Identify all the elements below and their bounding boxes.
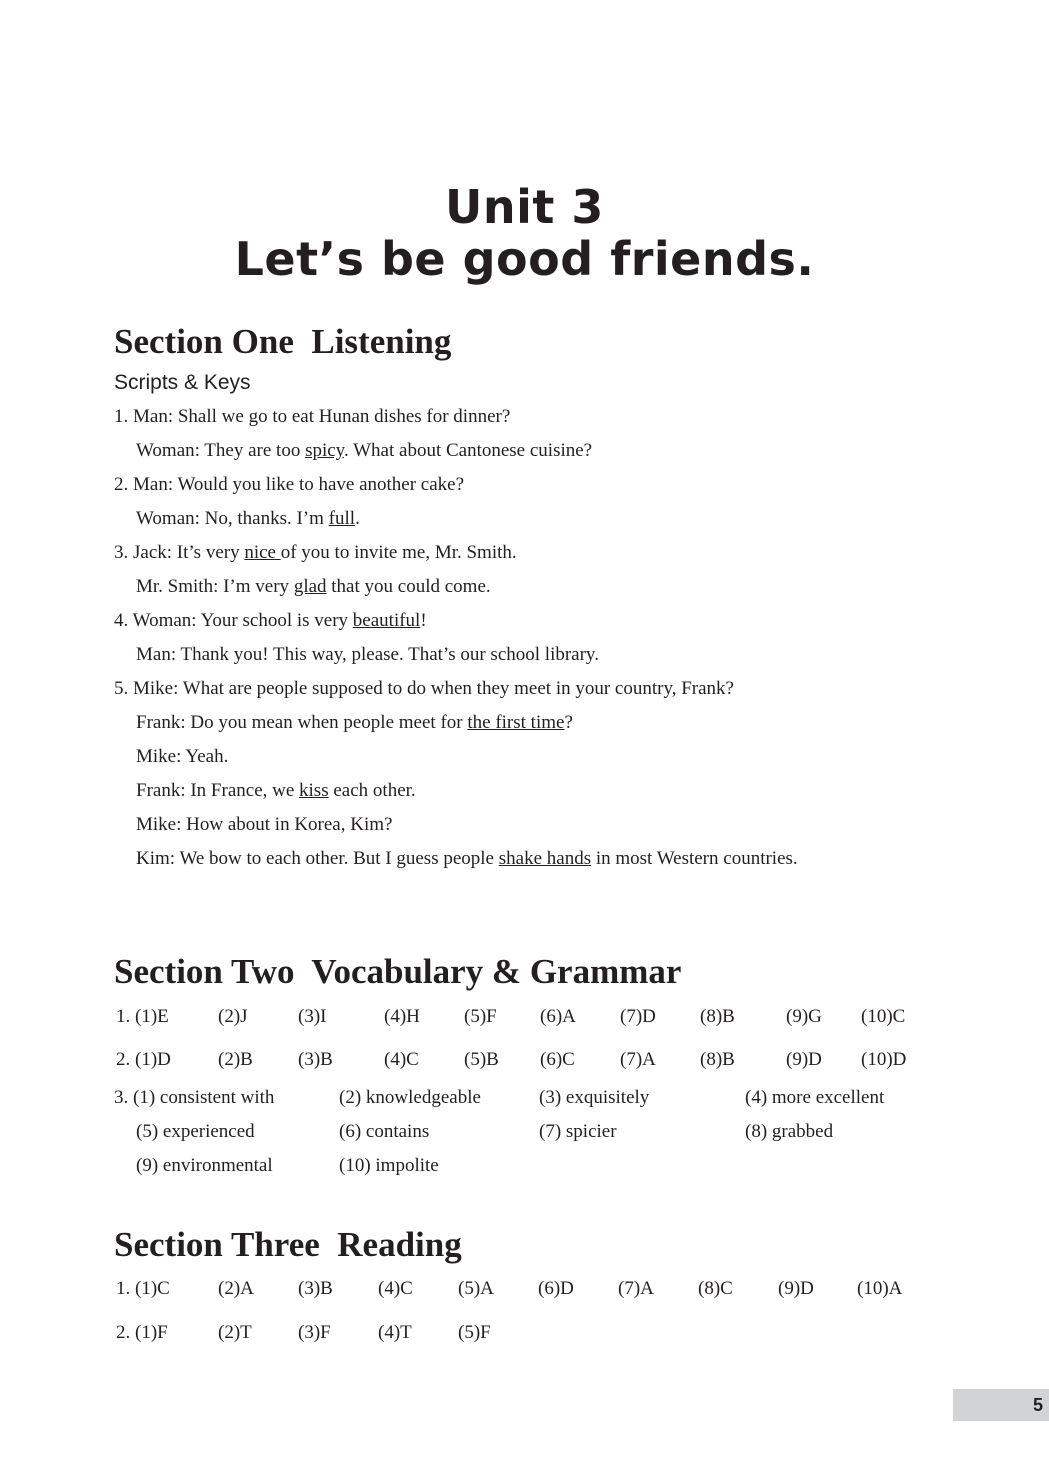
- answer-item: (4)T: [378, 1322, 412, 1343]
- script-text: each other.: [328, 780, 416, 801]
- answer-item: (6)A: [540, 1006, 576, 1027]
- answer-item: (3)I: [298, 1006, 327, 1027]
- script-line: [136, 780, 416, 802]
- answer-blank: shake hands: [498, 848, 592, 869]
- script-line: [114, 678, 734, 700]
- script-text: 2. Man: Would you like to have another cake?: [114, 474, 465, 495]
- answer-item: (10)A: [857, 1278, 903, 1299]
- answer-item: (8)B: [700, 1006, 735, 1027]
- answer-item: (9)G: [786, 1006, 822, 1027]
- answer-item: (6)C: [540, 1049, 575, 1070]
- unit-subtitle: Let’s be good friends.: [234, 232, 815, 286]
- answer-item: (8)B: [700, 1049, 735, 1070]
- answer-item: (3)B: [298, 1278, 333, 1299]
- script-line: [114, 610, 427, 632]
- answer-item: 2. (1)F: [116, 1322, 168, 1343]
- script-text: 4. Woman: Your school is very: [114, 610, 353, 631]
- answer-item: (5)F: [464, 1006, 497, 1027]
- unit-title: Unit 3: [445, 180, 604, 234]
- script-text: of you to invite me, Mr. Smith.: [280, 542, 517, 563]
- word-answer: (5) experienced: [136, 1121, 255, 1142]
- answer-item: (3)F: [298, 1322, 331, 1343]
- word-answer: 3. (1) consistent with: [114, 1087, 275, 1108]
- script-text: Woman: They are too: [136, 440, 306, 461]
- script-text: Woman: No, thanks. I’m: [136, 508, 329, 529]
- answer-item: (5)F: [458, 1322, 491, 1343]
- script-line: [136, 848, 798, 870]
- answer-item: (4)C: [384, 1049, 419, 1070]
- script-line: [136, 746, 228, 768]
- script-text: . What about Cantonese cuisine?: [343, 440, 593, 461]
- script-line: [114, 406, 510, 428]
- script-text: 5. Mike: What are people supposed to do when they meet in your country, Frank?: [114, 678, 734, 699]
- word-answer: (6) contains: [339, 1121, 430, 1142]
- answer-item: (5)B: [464, 1049, 499, 1070]
- answer-item: (10)C: [861, 1006, 906, 1027]
- script-line: [114, 542, 517, 564]
- script-text: 3. Jack: It’s very: [114, 542, 245, 563]
- script-line: [136, 712, 573, 734]
- script-line: [136, 814, 392, 836]
- answer-item: (9)D: [778, 1278, 814, 1299]
- script-line: [136, 440, 592, 462]
- script-text: Mr. Smith: I’m very: [136, 576, 294, 597]
- answer-blank: spicy: [305, 440, 344, 461]
- answer-blank: kiss: [299, 780, 329, 801]
- answer-item: (2)T: [218, 1322, 252, 1343]
- answer-item: (8)C: [698, 1278, 733, 1299]
- section-three-heading: Section Three Reading: [114, 1225, 462, 1264]
- script-line: [136, 576, 491, 598]
- answer-blank: beautiful: [352, 610, 421, 631]
- word-answer: (3) exquisitely: [539, 1087, 650, 1108]
- script-text: Frank: In France, we: [136, 780, 300, 801]
- answer-item: (7)A: [620, 1049, 656, 1070]
- answer-item: (2)B: [218, 1049, 253, 1070]
- answer-item: (3)B: [298, 1049, 333, 1070]
- answer-item: 1. (1)C: [116, 1278, 170, 1299]
- answer-item: 2. (1)D: [116, 1049, 171, 1070]
- answer-item: (2)J: [218, 1006, 248, 1027]
- answer-item: (4)C: [378, 1278, 413, 1299]
- script-text: Frank: Do you mean when people meet for: [136, 712, 468, 733]
- answer-item: (4)H: [384, 1006, 420, 1027]
- word-answer: (7) spicier: [539, 1121, 617, 1142]
- answer-item: (7)D: [620, 1006, 656, 1027]
- word-answer: (4) more excellent: [745, 1087, 885, 1108]
- section-one-heading: Section One Listening: [114, 322, 452, 361]
- script-line: [136, 508, 360, 530]
- answer-blank: nice: [244, 542, 281, 563]
- section-two-heading: Section Two Vocabulary & Grammar: [114, 952, 682, 991]
- script-text: in most Western countries.: [591, 848, 798, 869]
- answer-item: 1. (1)E: [116, 1006, 169, 1027]
- script-text: Mike: Yeah.: [136, 746, 229, 767]
- script-text: !: [420, 610, 427, 631]
- script-text: Mike: How about in Korea, Kim?: [136, 814, 393, 835]
- word-answer: (10) impolite: [339, 1155, 439, 1176]
- word-answer: (8) grabbed: [745, 1121, 834, 1142]
- answer-item: (9)D: [786, 1049, 822, 1070]
- page-number: 5: [1032, 1395, 1043, 1415]
- scripts-keys-subheading: Scripts & Keys: [114, 371, 251, 394]
- word-answer: (9) environmental: [136, 1155, 273, 1176]
- script-text: 1. Man: Shall we go to eat Hunan dishes for dinner?: [114, 406, 511, 427]
- answer-blank: the first time: [467, 712, 565, 733]
- script-line: [136, 644, 599, 666]
- answer-blank: full: [328, 508, 356, 529]
- answer-item: (10)D: [861, 1049, 907, 1070]
- script-text: Kim: We bow to each other. But I guess people: [136, 848, 499, 869]
- answer-blank: glad: [293, 576, 327, 597]
- answer-item: (5)A: [458, 1278, 494, 1299]
- script-text: ?: [564, 712, 573, 733]
- answer-item: (7)A: [618, 1278, 654, 1299]
- script-text: that you could come.: [326, 576, 491, 597]
- word-answer: (2) knowledgeable: [339, 1087, 481, 1108]
- script-text: Man: Thank you! This way, please. That’s our school library.: [136, 644, 599, 665]
- script-text: .: [355, 508, 360, 529]
- script-line: [114, 474, 464, 496]
- answer-item: (6)D: [538, 1278, 574, 1299]
- answer-item: (2)A: [218, 1278, 254, 1299]
